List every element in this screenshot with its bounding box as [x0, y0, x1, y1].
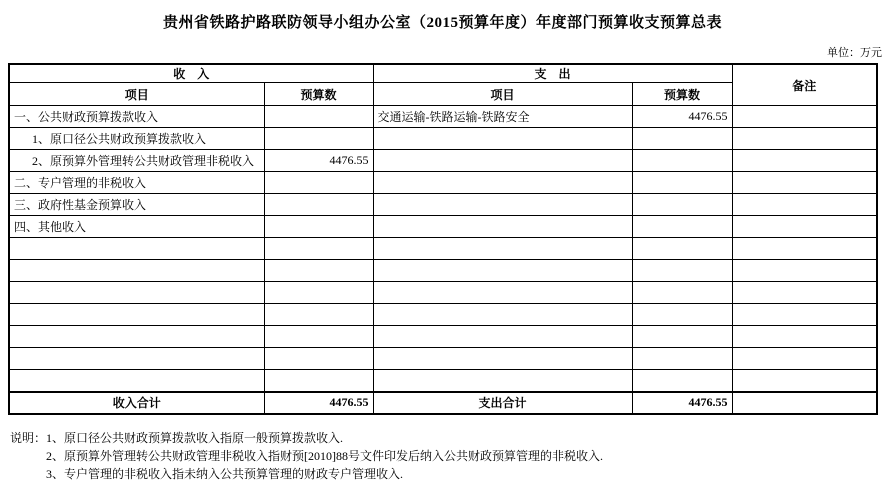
income-item-cell: [9, 326, 264, 348]
expense-section-header: 支 出: [373, 64, 732, 83]
table-row: [9, 348, 877, 370]
income-budget-cell: [264, 194, 373, 216]
expense-item-cell: [373, 348, 632, 370]
income-budget-header: 预算数: [264, 83, 373, 106]
income-budget-cell: [264, 370, 373, 392]
remark-cell: [732, 282, 877, 304]
expense-budget-cell: [632, 326, 732, 348]
expense-budget-cell: [632, 260, 732, 282]
remark-cell: [732, 348, 877, 370]
income-budget-cell: [264, 282, 373, 304]
expense-item-cell: 交通运输-铁路运输-铁路安全: [373, 106, 632, 128]
expense-item-cell: [373, 194, 632, 216]
expense-budget-cell: 4476.55: [632, 106, 732, 128]
income-item-header: 项目: [9, 83, 264, 106]
remark-cell: [732, 260, 877, 282]
table-row: [9, 150, 877, 172]
expense-budget-cell: [632, 304, 732, 326]
expense-item-cell: [373, 216, 632, 238]
income-budget-cell: [264, 128, 373, 150]
expense-item-cell: [373, 128, 632, 150]
income-budget-cell: [264, 304, 373, 326]
income-item-cell: 1、原口径公共财政预算拨款收入: [9, 128, 264, 150]
note-line: 1、原口径公共财政预算拨款收入指原一般预算拨款收入.: [46, 430, 344, 445]
expense-item-cell: [373, 150, 632, 172]
expense-budget-cell: [632, 128, 732, 150]
expense-item-cell: [373, 370, 632, 392]
remark-cell: [732, 194, 877, 216]
header-group-row: [9, 64, 877, 83]
income-item-cell: [9, 238, 264, 260]
table-row: [9, 194, 877, 216]
expense-item-cell: [373, 304, 632, 326]
table-row: [9, 172, 877, 194]
notes-prefix: 说明：: [10, 430, 47, 445]
table-row: [9, 238, 877, 260]
page-title: 贵州省铁路护路联防领导小组办公室（2015预算年度）年度部门预算收支预算总表: [162, 15, 722, 31]
table-row: [9, 216, 877, 238]
expense-budget-cell: [632, 282, 732, 304]
note-line: 2、原预算外管理转公共财政管理非税收入指财预[2010]88号文件印发后纳入公共财政预算管理的非税收入.: [46, 448, 604, 463]
expense-item-header: 项目: [373, 83, 632, 106]
remark-cell: [732, 304, 877, 326]
remark-cell: [732, 370, 877, 392]
income-total-label: 收入合计: [9, 392, 264, 414]
expense-total-label: 支出合计: [373, 392, 632, 414]
income-item-cell: [9, 348, 264, 370]
income-total-value: 4476.55: [264, 392, 373, 414]
table-row: [9, 128, 877, 150]
expense-item-cell: [373, 172, 632, 194]
income-budget-cell: [264, 216, 373, 238]
income-item-cell: 一、公共财政预算拨款收入: [9, 106, 264, 128]
income-item-cell: 四、其他收入: [9, 216, 264, 238]
expense-budget-cell: [632, 216, 732, 238]
income-item-cell: [9, 282, 264, 304]
income-item-cell: 二、专户管理的非税收入: [9, 172, 264, 194]
expense-item-cell: [373, 238, 632, 260]
note-line: 3、专户管理的非税收入指未纳入公共预算管理的财政专户管理收入.: [46, 466, 404, 481]
table-row: [9, 282, 877, 304]
expense-budget-cell: [632, 150, 732, 172]
expense-item-cell: [373, 260, 632, 282]
expense-total-value: 4476.55: [632, 392, 732, 414]
remark-cell: [732, 106, 877, 128]
expense-item-cell: [373, 326, 632, 348]
income-item-cell: [9, 260, 264, 282]
income-item-cell: 三、政府性基金预算收入: [9, 194, 264, 216]
income-budget-cell: [264, 348, 373, 370]
remark-cell: [732, 238, 877, 260]
expense-budget-cell: [632, 370, 732, 392]
remark-cell: [732, 128, 877, 150]
expense-budget-cell: [632, 172, 732, 194]
income-budget-cell: 4476.55: [264, 150, 373, 172]
income-budget-cell: [264, 260, 373, 282]
remark-cell: [732, 326, 877, 348]
expense-budget-cell: [632, 238, 732, 260]
income-item-cell: [9, 304, 264, 326]
remark-cell: [732, 150, 877, 172]
total-row: [9, 392, 877, 414]
income-budget-cell: [264, 238, 373, 260]
notes-lines: [46, 429, 603, 483]
table-row: [9, 370, 877, 392]
notes: [10, 429, 885, 483]
total-remark-cell: [732, 392, 877, 414]
income-item-cell: 2、原预算外管理转公共财政管理非税收入: [9, 150, 264, 172]
remarks-header: 备注: [732, 64, 877, 106]
expense-budget-header: 预算数: [632, 83, 732, 106]
expense-item-cell: [373, 282, 632, 304]
table-row: [9, 326, 877, 348]
table-row: [9, 106, 877, 128]
table-row: [9, 260, 877, 282]
table-row: [9, 304, 877, 326]
unit-label: 单位：万元: [827, 47, 882, 59]
income-section-header: 收 入: [9, 64, 373, 83]
budget-table: [8, 63, 878, 415]
income-item-cell: [9, 370, 264, 392]
income-budget-cell: [264, 172, 373, 194]
expense-budget-cell: [632, 194, 732, 216]
income-budget-cell: [264, 326, 373, 348]
remark-cell: [732, 172, 877, 194]
expense-budget-cell: [632, 348, 732, 370]
remark-cell: [732, 216, 877, 238]
income-budget-cell: [264, 106, 373, 128]
